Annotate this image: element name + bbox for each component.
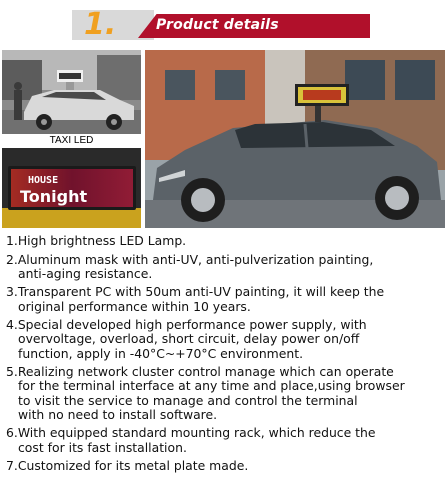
feature-line: 3.Transparent PC with 50um anti-UV painting, it will keep the bbox=[6, 284, 385, 300]
feature-line: with no need to install software. bbox=[18, 406, 218, 422]
feature-line: original performance within 10 years. bbox=[18, 298, 251, 314]
sign-text-tonight: Tonight bbox=[20, 187, 88, 206]
feature-line: function, apply in -40°C~+70°C environment. bbox=[18, 345, 304, 361]
feature-item bbox=[6, 459, 446, 473]
feature-line: 4.Special developed high performance power supply, with bbox=[6, 317, 367, 333]
feature-item bbox=[6, 253, 446, 281]
feature-line: 2.Aluminum mask with anti-UV, anti-pulverization painting, bbox=[6, 251, 374, 267]
feature-item bbox=[6, 426, 446, 454]
taxi-photo bbox=[2, 50, 141, 134]
feature-line: for the terminal interface at any time and place,using browser bbox=[18, 378, 405, 394]
feature-line: overvoltage, overload, short circuit, delay power on/off bbox=[18, 331, 360, 347]
feature-item bbox=[6, 285, 446, 313]
feature-list bbox=[6, 234, 446, 478]
section-number: 1. bbox=[84, 7, 117, 42]
section-header-banner bbox=[72, 7, 372, 42]
sign-text-house: HOUSE bbox=[28, 175, 59, 186]
section-title: Product details bbox=[156, 17, 279, 33]
feature-item bbox=[6, 318, 446, 361]
feature-line: to visit the service to manage and control the terminal bbox=[18, 392, 358, 408]
feature-line: 6.With equipped standard mounting rack, which reduce the bbox=[6, 425, 376, 441]
taxi-led-caption: TAXI LED bbox=[49, 135, 94, 146]
feature-line: 7.Customized for its metal plate made. bbox=[6, 458, 249, 474]
feature-line: anti-aging resistance. bbox=[18, 265, 153, 281]
feature-line: 1.High brightness LED Lamp. bbox=[6, 233, 187, 248]
car-photo bbox=[145, 50, 445, 228]
feature-line: cost for its fast installation. bbox=[18, 439, 187, 455]
feature-line: 5.Realizing network cluster control manage which can operate bbox=[6, 364, 394, 380]
feature-item bbox=[6, 234, 446, 248]
feature-item bbox=[6, 365, 446, 422]
led-sign-photo bbox=[2, 148, 141, 228]
